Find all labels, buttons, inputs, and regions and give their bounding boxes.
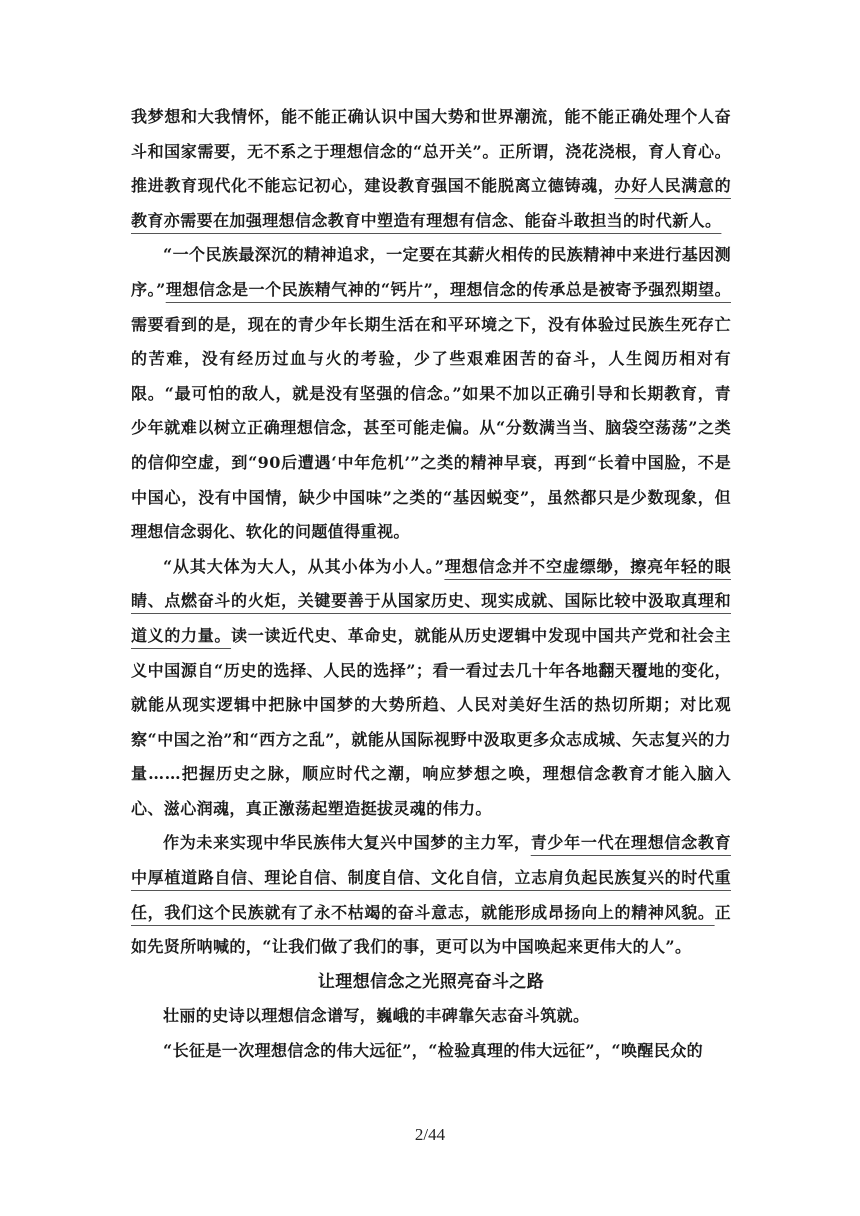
paragraph-1-underlined: 办好人民满意的教育亦需要在加强理想信念教育中塑造有理想有信念、能奋斗敢担当的时代新人。 bbox=[131, 176, 731, 230]
paragraph-3 bbox=[131, 550, 731, 827]
paragraph-4-text: 作为未来实现中华民族伟大复兴中国梦的主力军， bbox=[163, 833, 531, 853]
paragraph-3-tail: 读一读近代史、革命史，就能从历史逻辑中发现中国共产党和社会主义中国源自“历史的选择、人民的选择”；看一看过去几十年各地翻天覆地的变化，就能从现实逻辑中把脉中国梦的大势所趋、人民对美好生活的热切所期；对比观察“中国之治”和“西方之乱”，就能从国际视野中汲取更多众志成城、矢志复兴的力量……把握历史之脉，顺应时代之潮，响应梦想之唤，理想信念教育才能入脑入心、滋心润魂，真正激荡起塑造挺拔灵魂的伟力。 bbox=[131, 625, 731, 818]
paragraph-2-tail: 需要看到的是，现在的青少年长期生活在和平环境之下，没有体验过民族生死存亡的苦难，没有经历过血与火的考验，少了些艰难困苦的奋斗，人生阅历相对有限。“最可怕的敌人，就是没有坚强的信念。”如果不加以正确引导和长期教育，青少年就难以树立正确理想信念，甚至可能走偏。从“分数满当当、脑袋空荡荡”之类的信仰空虚，到“90后遭遇‘中年危机’”之类的精神早衰，再到“长着中国脸，不是中国心，没有中国情，缺少中国味”之类的“基因蜕变”，虽然都只是少数现象，但理想信念弱化、软化的问题值得重视。 bbox=[131, 314, 731, 542]
paragraph-3-underlined: 理想信念并不空虚缥缈，擦亮年轻的眼睛、点燃奋斗的火炬，关键要善于从国家历史、现实成就、国际比较中汲取真理和道义的力量。 bbox=[131, 556, 731, 645]
page-number: 2/44 bbox=[414, 1125, 446, 1144]
paragraph-4 bbox=[131, 826, 731, 964]
paragraph-2 bbox=[131, 238, 731, 549]
paragraph-2-underlined: 理想信念是一个民族精气神的“钙片”，理想信念的传承总是被寄予强烈期望。 bbox=[165, 279, 731, 299]
paragraph-1-text: 我梦想和大我情怀，能不能正确认识中国大势和世界潮流，能不能正确处理个人奋斗和国家需要，无不系之于理想信念的“总开关”。正所谓，浇花浇根，育人育心。推进教育现代化不能忘记初心，建设教育强国不能脱离立德铸魂， bbox=[131, 107, 731, 196]
article-body bbox=[131, 100, 731, 1069]
paragraph-2-text: “一个民族最深沉的精神追求，一定要在其薪火相传的民族精神中来进行基因测序。” bbox=[131, 245, 731, 299]
paragraph-5: 壮丽的史诗以理想信念谱写，巍峨的丰碑靠矢志奋斗筑就。 bbox=[163, 1006, 590, 1026]
paragraph-3-text: “从其大体为大人，从其小体为小人。” bbox=[163, 556, 445, 576]
paragraph-4-underlined: 青少年一代在理想信念教育中厚植道路自信、理论自信、制度自信、文化自信，立志肩负起民族复兴的时代重任，我们这个民族就有了永不枯竭的奋斗意志，就能形成昂扬向上的精神风貌。 bbox=[131, 833, 731, 922]
paragraph-4-tail: 正如先贤所呐喊的，“让我们做了我们的事，更可以为中国唤起来更伟大的人”。 bbox=[131, 902, 731, 957]
paragraph-1 bbox=[131, 100, 731, 238]
paragraph-6: “长征是一次理想信念的伟大远征”，“检验真理的伟大远征”，“唤醒民众的 bbox=[163, 1041, 704, 1061]
section-heading: 让理想信念之光照亮奋斗之路 bbox=[317, 971, 545, 992]
